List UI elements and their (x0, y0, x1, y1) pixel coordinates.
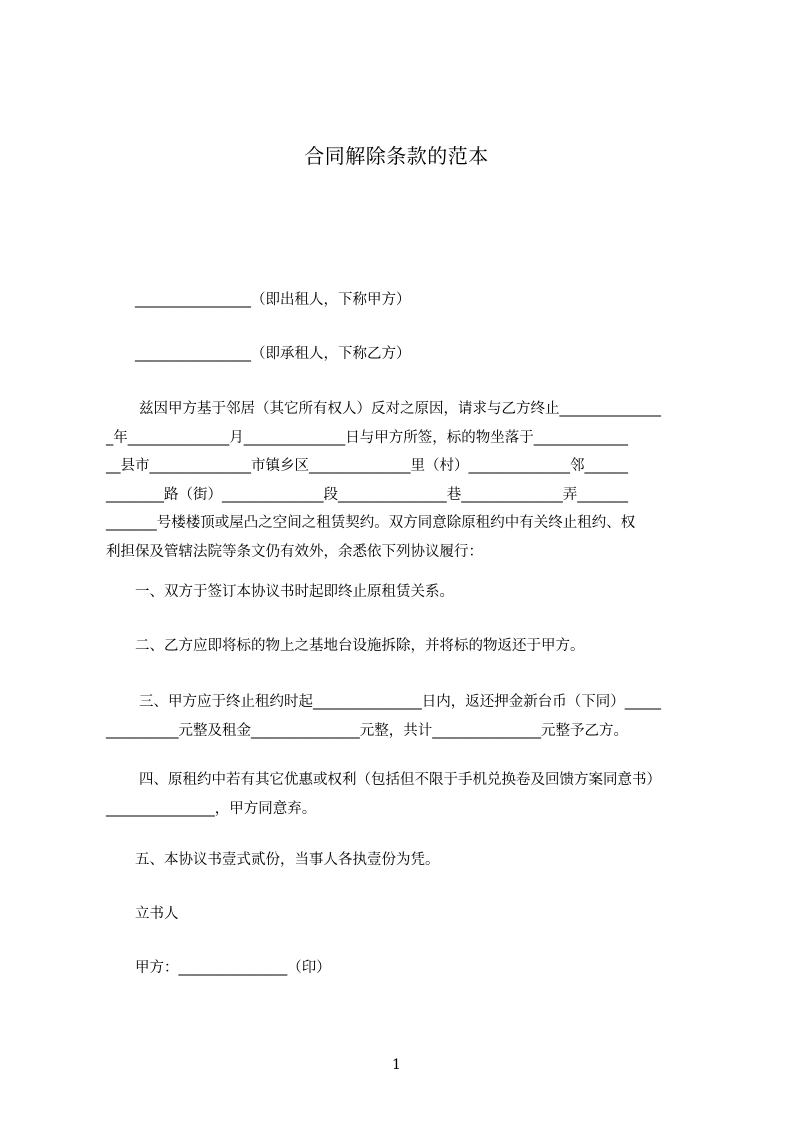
document-title: 合同解除条款的范本 (304, 144, 489, 168)
party-b-line: ________________（即承租人，下称乙方） (135, 346, 411, 362)
clause-4-line: _______________，甲方同意弃。 (106, 800, 317, 817)
signatory-label: 立书人 (135, 906, 179, 922)
clause-2: 二、乙方应即将标的物上之基地台设施拆除，并将标的物返还于甲方。 (135, 638, 585, 654)
clause-5: 五、本协议书壹式贰份，当事人各执壹份为凭。 (135, 852, 440, 868)
intro-line: ________路（街）______________段_______________巷______________弄_______ (106, 486, 628, 503)
intro-line: _______号楼楼顶或屋凸之空间之租赁契约。双方同意除原租约中有关终止租约、权 (106, 515, 636, 531)
clause-3-line: 三、甲方应于终止租约时起_______________日内，返还押金新台币（下同）_____ (139, 694, 661, 710)
clause-4-line: 四、原租约中若有其它优惠或权利（包括但不限于手机兑换卷及回馈方案同意书） (139, 772, 661, 788)
clause-1: 一、双方于签订本协议书时起即终止原租赁关系。 (135, 584, 454, 600)
intro-line: _年______________月______________日与甲方所签，标的物坐落于_____________ (106, 429, 628, 446)
party-a-signature-line: 甲方：_______________（印） (135, 960, 331, 976)
page-number: 1 (392, 1057, 401, 1073)
clause-4 (106, 766, 703, 823)
intro-line: 利担保及管辖法院等条文仍有效外，余悉依下列协议履行： (106, 543, 483, 560)
clause-3-line: __________元整及租金_______________元整，共计_______________元整予乙方。 (106, 722, 628, 739)
intro-line: 兹因甲方基于邻居（其它所有权人）反对之原因，请求与乙方终止______________ (139, 401, 661, 417)
intro-paragraph (106, 395, 703, 566)
party-a-line: ________________（即出租人，下称甲方） (135, 292, 411, 308)
clause-3 (106, 688, 703, 745)
intro-line: __县市______________市镇乡区______________里（村）______________邻______ (106, 458, 628, 474)
